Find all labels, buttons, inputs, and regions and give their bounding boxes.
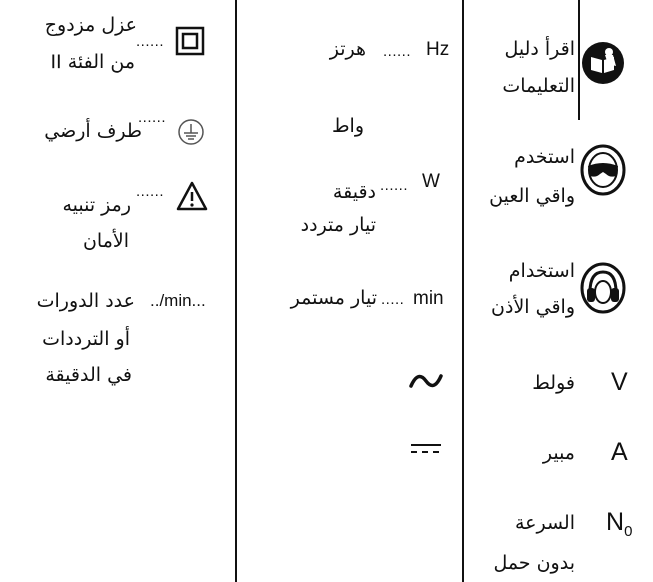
volt-label: فولط [532,372,575,394]
double-insulation-label-2: من الفئة ΙΙ [50,51,135,73]
double-insulation-icon [175,26,205,56]
alternating-current-icon [408,368,444,394]
read-manual-icon [580,40,626,86]
ampere-label: مبير [542,442,575,464]
hertz-label: هرتز [329,38,366,60]
ear-protection-label-1: استخدام [508,260,575,282]
no-load-speed-label-1: السرعة [514,512,575,534]
ac-label: تيار متردد [300,214,376,236]
watt-dots: ...... [380,177,409,194]
no-load-speed-letter: N [606,508,625,536]
direct-current-icon [408,442,444,456]
earth-terminal-label: طرف أرضي [44,120,142,142]
no-load-speed-symbol [606,510,632,539]
earth-terminal-icon [177,118,205,146]
rpm-label-2: أو الترددات [42,328,130,350]
watt-unit: W [422,171,440,192]
hertz-unit: Hz [426,39,450,60]
hertz-dots: ...... [383,43,412,60]
read-manual-label-1: اقرأ دليل [504,38,575,60]
eye-protection-label-2: واقي العين [489,185,575,207]
rpm-label-3: في الدقيقة [45,364,132,386]
no-load-speed-label-2: بدون حمل [493,552,575,574]
safety-warning-label-2: الأمان [82,230,129,252]
read-manual-label-2: التعليمات [502,75,575,97]
eye-protection-label-1: استخدم [514,146,575,168]
column-divider-left [235,0,237,582]
earth-terminal-dots: ...... [138,109,167,126]
double-insulation-dots: ...... [136,33,165,50]
ear-protection-icon [580,262,626,314]
double-insulation-label-1: عزل مزدوج [44,14,137,36]
eye-protection-icon [580,144,626,196]
volt-symbol: V [611,368,628,396]
safety-warning-dots: ...... [136,183,165,200]
dc-label: تيار مستمر [290,287,377,309]
ear-protection-label-2: واقي الأذن [491,296,575,318]
watt-label: واط [331,115,364,137]
safety-warning-label-1: رمز تنبيه [62,194,131,216]
min-unit: min [413,288,444,309]
rpm-unit: ../min... [150,291,206,310]
ampere-symbol: A [611,438,628,466]
minute-label: دقيقة [332,181,376,203]
no-load-speed-subscript: 0 [624,523,633,540]
rpm-label-1: عدد الدورات [36,290,135,312]
warning-triangle-icon [175,180,209,212]
column-divider-middle [462,0,464,582]
min-dots: ..... [381,291,405,308]
